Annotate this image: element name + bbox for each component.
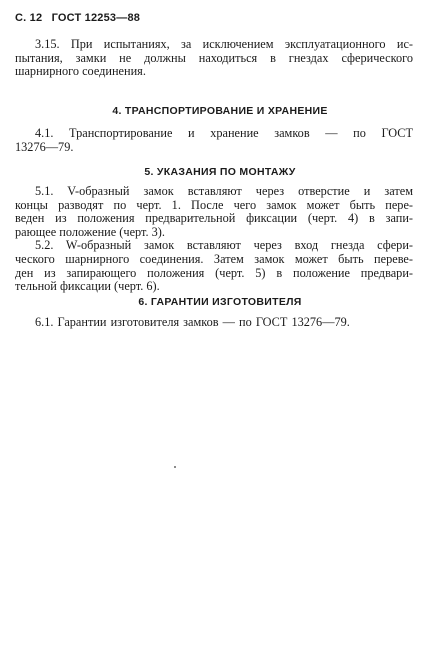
text-line: концы разводят по черт. 1. После чего замок может быть пере- — [15, 197, 413, 212]
text-line: 13276—79. — [15, 139, 74, 154]
standard-number: ГОСТ 12253—88 — [51, 12, 141, 24]
text-line: рающее положение (черт. 3). — [15, 224, 165, 239]
page-header — [15, 12, 140, 24]
page-number: С. 12 — [15, 12, 43, 24]
paragraph-6-1 — [15, 316, 413, 330]
paragraph-3-15 — [15, 38, 413, 79]
paragraph-5 — [15, 185, 413, 294]
text-line: ческого шарнирного соединения. Затем замок может быть переве- — [15, 251, 413, 266]
text-line: веден из положения предварительной фиксации (черт. 4) в запи- — [15, 211, 413, 226]
text-line: 5.2. W-образный замок вставляют через вход гнезда сфери- — [35, 238, 413, 253]
text-line: 4.1. Транспортирование и хранение замков — по ГОСТ — [35, 126, 413, 140]
section-heading-4: 4. ТРАНСПОРТИРОВАНИЕ И ХРАНЕНИЕ — [112, 105, 328, 117]
text-line: 3.15. При испытаниях, за исключением эксплуатационного ис- — [35, 37, 413, 51]
text-line: ден из запирающего положения (черт. 5) в положение предвари- — [15, 265, 413, 280]
text-line: шарнирного соединения. — [15, 64, 146, 79]
paragraph-4-1 — [15, 127, 413, 154]
scan-speck — [174, 466, 176, 468]
section-heading-5: 5. УКАЗАНИЯ ПО МОНТАЖУ — [144, 166, 296, 178]
text-line: пытания, замки не должны находиться в гнездах сферического — [15, 50, 413, 65]
section-heading-6: 6. ГАРАНТИИ ИЗГОТОВИТЕЛЯ — [138, 296, 302, 308]
text-line: 5.1. V-образный замок вставляют через отверстие и затем — [35, 184, 413, 198]
text-line: тельной фиксации (черт. 6). — [15, 279, 160, 294]
text-line: 6.1. Гарантии изготовителя замков — по ГОСТ 13276—79. — [35, 315, 350, 329]
